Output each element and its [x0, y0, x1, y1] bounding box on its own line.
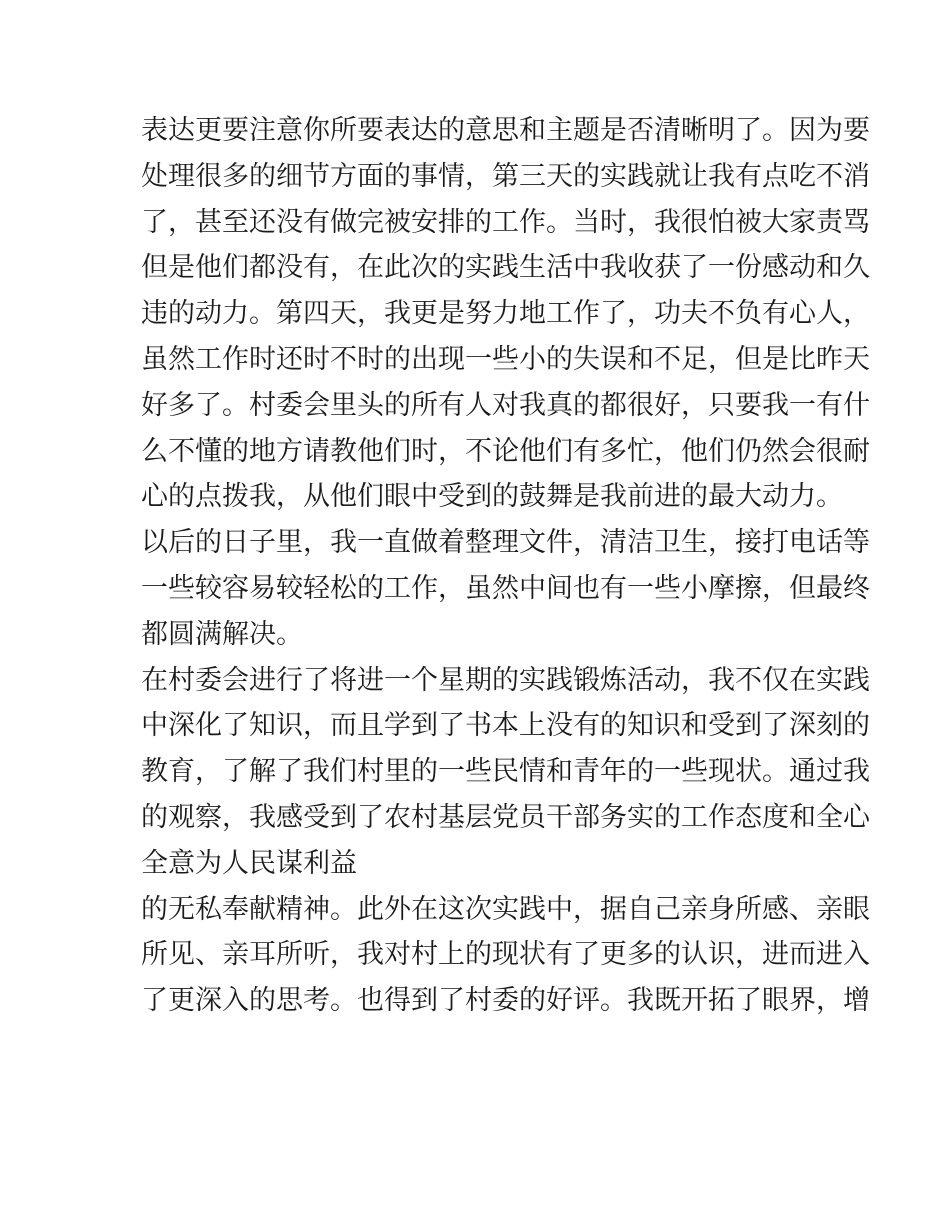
text-line: 好多了。村委会里头的所有人对我真的都很好，只要我一有什 — [141, 389, 870, 421]
text-line: 了，甚至还没有做完被安排的工作。当时，我很怕被大家责骂 — [141, 206, 870, 238]
text-line: 中深化了知识，而且学到了书本上没有的知识和受到了深刻的 — [141, 710, 870, 742]
text-line: 的观察，我感受到了农村基层党员干部务实的工作态度和全心 — [141, 801, 870, 833]
document-body-text — [141, 108, 870, 1024]
text-line: 的无私奉献精神。此外在这次实践中，据自己亲身所感、亲眼 — [141, 893, 870, 925]
text-line: 表达更要注意你所要表达的意思和主题是否清晰明了。因为要 — [141, 115, 870, 146]
text-line: 教育，了解了我们村里的一些民情和青年的一些现状。通过我 — [141, 756, 870, 788]
text-line: 一些较容易较轻松的工作，虽然中间也有一些小摩擦，但最终 — [141, 572, 870, 604]
text-line: 虽然工作时还时不时的出现一些小的失误和不足，但是比昨天 — [141, 343, 870, 375]
text-line: 么不懂的地方请教他们时，不论他们有多忙，他们仍然会很耐 — [141, 435, 870, 467]
text-line: 处理很多的细节方面的事情，第三天的实践就让我有点吃不消 — [141, 160, 870, 192]
text-line: 心的点拨我，从他们眼中受到的鼓舞是我前进的最大动力。 — [141, 481, 843, 513]
text-line: 违的动力。第四天，我更是努力地工作了，功夫不负有心人， — [141, 298, 870, 330]
text-line: 都圆满解决。 — [141, 618, 303, 650]
text-line: 所见、亲耳所听，我对村上的现状有了更多的认识，进而进入 — [141, 939, 870, 971]
text-line: 以后的日子里，我一直做着整理文件，清洁卫生，接打电话等 — [141, 527, 870, 559]
text-line: 全意为人民谋利益 — [141, 847, 357, 879]
text-line: 了更深入的思考。也得到了村委的好评。我既开拓了眼界，增 — [141, 985, 870, 1017]
text-line: 在村委会进行了将进一个星期的实践锻炼活动，我不仅在实践 — [141, 664, 870, 696]
text-line: 但是他们都没有，在此次的实践生活中我收获了一份感动和久 — [141, 252, 870, 284]
